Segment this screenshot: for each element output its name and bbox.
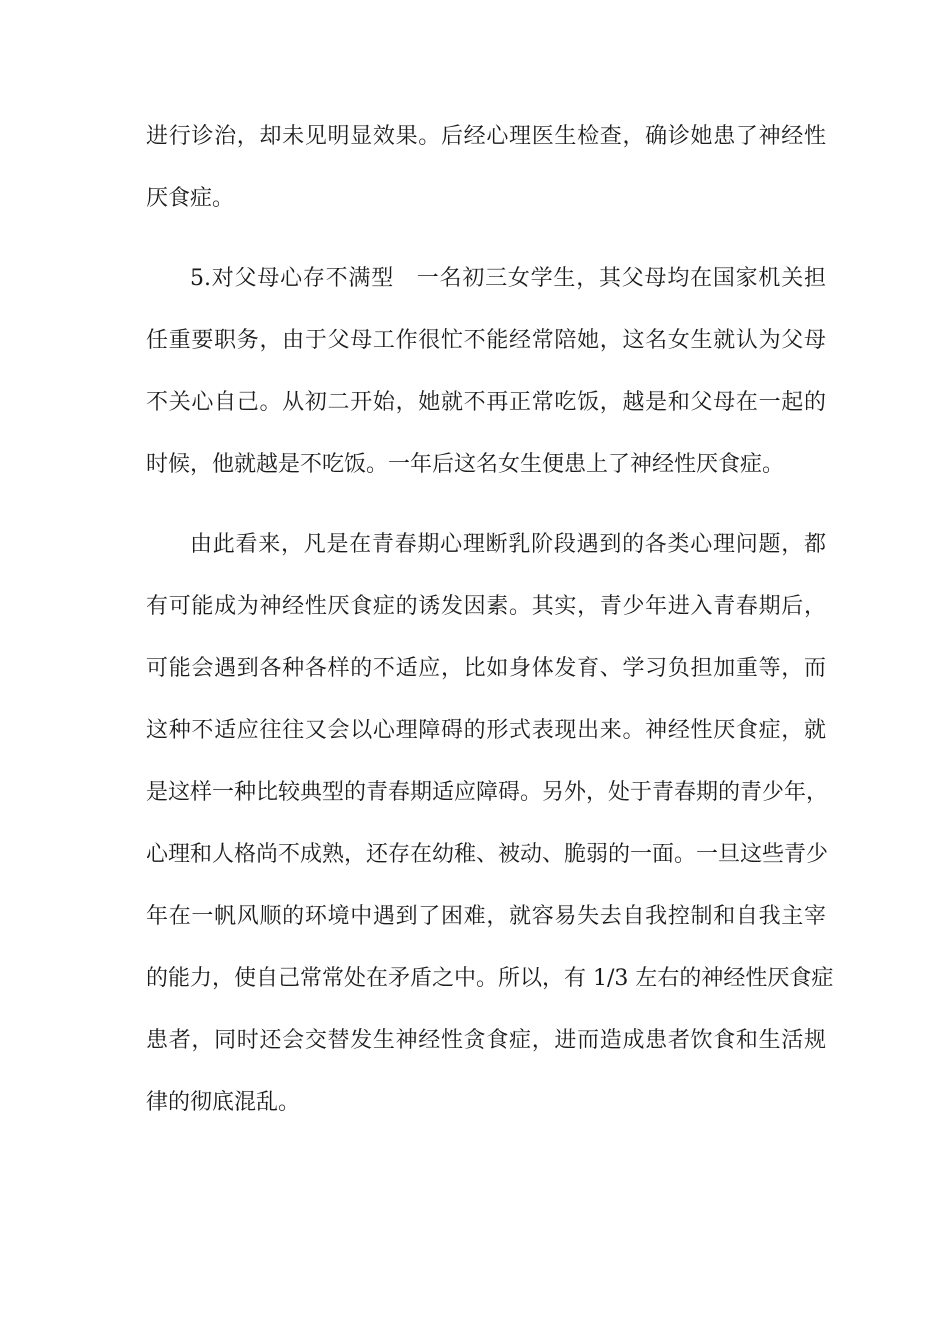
text-line: 5.对父母心存不满型 一名初三女学生，其父母均在国家机关担 — [190, 266, 826, 291]
text-line: 患者，同时还会交替发生神经性贪食症，进而造成患者饮食和生活规 — [146, 1028, 826, 1053]
text-line: 厌食症。 — [146, 186, 235, 211]
text-line: 不关心自己。从初二开始，她就不再正常吃饭，越是和父母在一起的 — [146, 390, 826, 415]
text-line: 由此看来，凡是在青春期心理断乳阶段遇到的各类心理问题，都 — [190, 532, 826, 557]
text-line: 进行诊治，却未见明显效果。后经心理医生检查，确诊她患了神经性 — [146, 124, 826, 149]
text-line: 时候，他就越是不吃饭。一年后这名女生便患上了神经性厌食症。 — [146, 452, 785, 477]
text-line: 心理和人格尚不成熟，还存在幼稚、被动、脆弱的一面。一旦这些青少 — [146, 842, 829, 867]
text-line: 律的彻底混乱。 — [146, 1090, 301, 1115]
text-line: 的能力，使自己常常处在矛盾之中。所以，有 1/3 左右的神经性厌食症 — [146, 966, 834, 991]
text-line: 年在一帆风顺的环境中遇到了困难，就容易失去自我控制和自我主宰 — [146, 904, 826, 929]
text-line: 可能会遇到各种各样的不适应，比如身体发育、学习负担加重等，而 — [146, 656, 826, 681]
text-line: 这种不适应往往又会以心理障碍的形式表现出来。神经性厌食症，就 — [146, 718, 826, 743]
text-line: 任重要职务，由于父母工作很忙不能经常陪她，这名女生就认为父母 — [146, 328, 826, 353]
text-line: 有可能成为神经性厌食症的诱发因素。其实，青少年进入青春期后， — [146, 594, 826, 619]
text-line: 是这样一种比较典型的青春期适应障碍。另外，处于青春期的青少年， — [146, 780, 829, 805]
